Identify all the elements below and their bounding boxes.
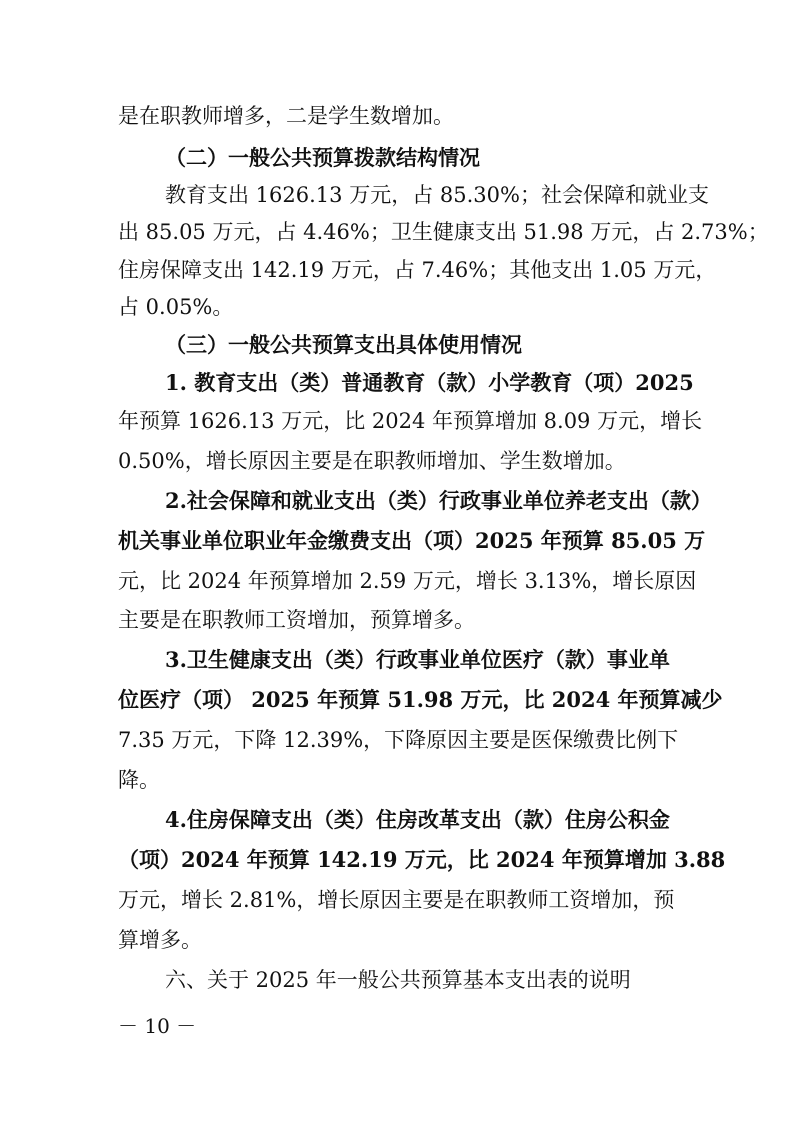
paragraph-line: 年预算 1626.13 万元，比 2024 年预算增加 8.09 万元，增长 <box>118 409 703 433</box>
paragraph-line: 3.卫生健康支出（类）行政事业单位医疗（款）事业单 <box>165 647 670 672</box>
paragraph-line: 住房保障支出 142.19 万元，占 7.46%；其他支出 1.05 万元， <box>118 258 717 282</box>
paragraph-line: 7.35 万元，下降 12.39%，下降原因主要是医保缴费比例下 <box>118 728 679 752</box>
paragraph-line: 位医疗（项） 2025 年预算 51.98 万元，比 2024 年预算减少 <box>118 687 723 712</box>
section-heading: （二）一般公共预算拨款结构情况 <box>165 145 480 170</box>
section-heading: 六、关于 2025 年一般公共预算基本支出表的说明 <box>165 968 631 992</box>
paragraph-line: 万元，增长 2.81%，增长原因主要是在职教师工资增加，预 <box>118 888 675 912</box>
section-heading: （三）一般公共预算支出具体使用情况 <box>165 332 522 357</box>
paragraph-line: 出 85.05 万元，占 4.46%；卫生健康支出 51.98 万元，占 2.73%； <box>118 220 769 244</box>
paragraph-line: 机关事业单位职业年金缴费支出（项）2025 年预算 85.05 万 <box>118 528 706 553</box>
paragraph-line: 主要是在职教师工资增加，预算增多。 <box>118 608 475 632</box>
paragraph-line: 1. 教育支出（类）普通教育（款）小学教育（项）2025 <box>165 370 694 395</box>
paragraph-line: 降。 <box>118 768 160 792</box>
paragraph-line: 4.住房保障支出（类）住房改革支出（款）住房公积金 <box>165 807 670 832</box>
paragraph-line: 2.社会保障和就业支出（类）行政事业单位养老支出（款） <box>165 488 712 513</box>
paragraph-line: 占 0.05%。 <box>118 295 234 319</box>
paragraph-line: 0.50%，增长原因主要是在职教师增加、学生数增加。 <box>118 449 626 473</box>
paragraph-line: 教育支出 1626.13 万元，占 85.30%；社会保障和就业支 <box>165 183 709 207</box>
paragraph-line: 是在职教师增多，二是学生数增加。 <box>118 104 454 128</box>
paragraph-line: 算增多。 <box>118 928 202 952</box>
paragraph-line: 元，比 2024 年预算增加 2.59 万元，增长 3.13%，增长原因 <box>118 569 697 593</box>
page-number: － 10 － <box>118 1014 197 1038</box>
paragraph-line: （项）2024 年预算 142.19 万元，比 2024 年预算增加 3.88 <box>118 847 726 872</box>
